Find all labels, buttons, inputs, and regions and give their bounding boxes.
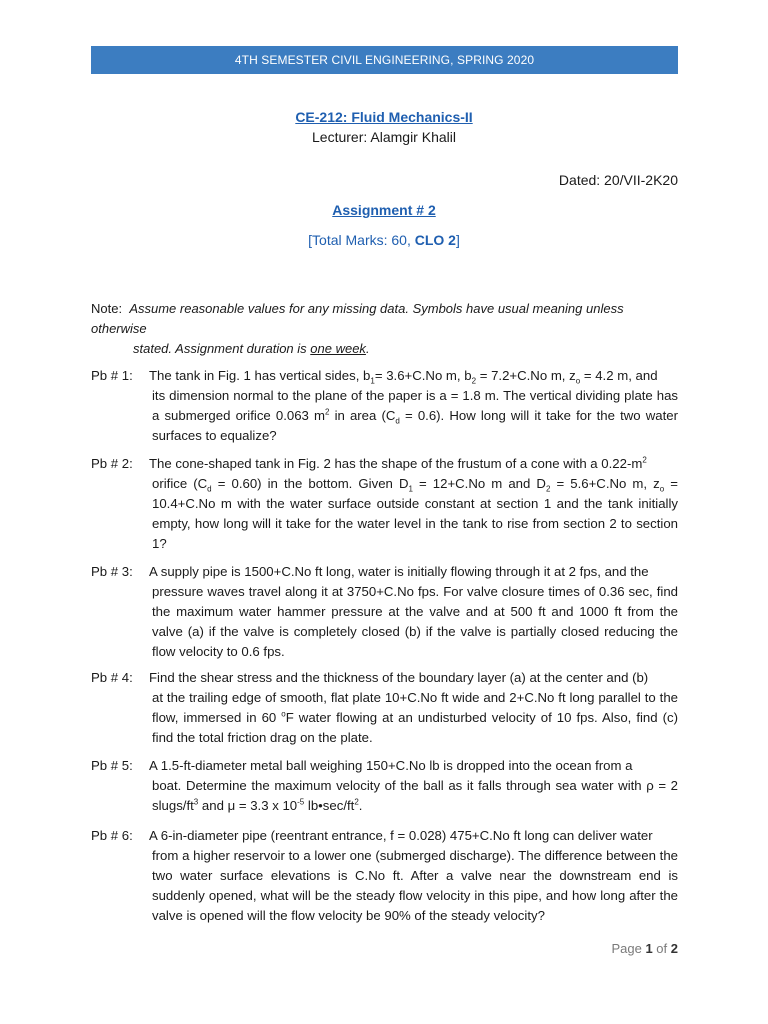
date-line: Dated: 20/VII-2K20 bbox=[558, 172, 678, 188]
problem-2: Pb # 2: The cone-shaped tank in Fig. 2 has the shape of the frustum of a cone with a $0.22-m^2$ orifice $(C_d = 0.60)$ in the bottom. Given $D_1 = 12+C.No$ m and $D_2 = 5.6+C.No$ m, $z_o = 10.4+C.No$ m with the water surface outside constant at section 1 and the tank initially empty, how long will it take for the water level in the tank to rise from section 2 to section 1? bbox=[91, 455, 678, 551]
note-duration: one week bbox=[310, 341, 366, 356]
note-label: Note: bbox=[91, 301, 123, 316]
lecturer-name: Lecturer: Alamgir Khalil bbox=[312, 129, 456, 145]
problem-6: Pb # 6: A 6-in-diameter pipe (reentrant entrance, f = 0.028) 475+C.No ft long can deliver water from a higher reservoir to a lower one (submerged discharge). The difference between the two water surface elevations is C.No ft. After a valve near the downstream end is suddenly opened, what will be the steady flow velocity in this pipe, and how long after the valve is opened will the flow velocity be 90% of the steady velocity? bbox=[91, 828, 678, 923]
clo-label: CLO 2 bbox=[414, 232, 456, 248]
of-word: of bbox=[656, 941, 668, 956]
page-number bbox=[611, 941, 678, 956]
total-marks bbox=[0, 232, 768, 248]
page-word: Page bbox=[611, 941, 642, 956]
page-total: 2 bbox=[670, 941, 678, 956]
problem-4: Pb # 4: Find the shear stress and the thickness of the boundary layer (a) at the center and (b) at the trailing edge of smooth, flat plate 10+C.No ft wide and 2+C.No ft long parallel to the flow, immersed in 60 $^o$F water flowing at an undisturbed velocity of 10 fps. Also, find (c) find the total friction drag on the plate. bbox=[91, 670, 678, 745]
problem-label: Pb # 6: bbox=[91, 828, 133, 843]
note-line1: Assume reasonable values for any missing data. Symbols have usual meaning unless otherwise bbox=[91, 301, 624, 336]
problem-label: Pb # 2: bbox=[91, 456, 133, 471]
marks-suffix: ] bbox=[455, 232, 460, 248]
problem-label: Pb # 3: bbox=[91, 564, 133, 579]
page-current: 1 bbox=[645, 941, 653, 956]
note-line2 bbox=[91, 339, 677, 359]
note-end: . bbox=[365, 341, 370, 356]
marks-prefix: [Total Marks: 60, bbox=[308, 232, 415, 248]
note-paragraph bbox=[91, 299, 677, 359]
header-banner: 4TH SEMESTER CIVIL ENGINEERING, SPRING 2020 bbox=[91, 46, 678, 74]
assignment-title: Assignment # 2 bbox=[332, 202, 436, 218]
problem-5: Pb # 5: A 1.5-ft-diameter metal ball weighing 150+C.No lb is dropped into the ocean from a boat. Determine the maximum velocity of the ball as it falls through sea water with ρ = 2 slugs/$ft^3$ and μ = 3.3 x $10^{-5}$ $lb•\sec/ft^2$. bbox=[91, 758, 678, 813]
problem-label: Pb # 5: bbox=[91, 758, 133, 773]
problem-label: Pb # 1: bbox=[91, 368, 133, 383]
note-line2-text: stated. Assignment duration is bbox=[133, 341, 311, 356]
problem-1: Pb # 1: The tank in Fig. 1 has vertical sides, $b_1= 3.6+C.No$ m, $b_2 = 7.2+C.No$ m, $z_o = 4.2$ m, and its dimension normal to the plane of the paper is a = 1.8 m. The vertical dividing plate has a submerged orifice 0.063 $m^2$ in area $(C_d = 0.6)$. How long will it take for the two water surfaces to equalize? bbox=[91, 368, 678, 443]
problem-label: Pb # 4: bbox=[91, 670, 133, 685]
course-title: CE-212: Fluid Mechanics-II bbox=[295, 109, 473, 125]
problem-3: Pb # 3: A supply pipe is 1500+C.No ft long, water is initially flowing through it at 2 fps, and the pressure waves travel along it at 3750+C.No fps. For valve closure times of 0.36 sec, find the maximum water hammer pressure at the valve and at 500 ft and 1000 ft from the valve (a) if the valve is completely closed (b) if the valve is partially closed reducing the flow velocity to 0.6 fps. bbox=[91, 564, 678, 659]
